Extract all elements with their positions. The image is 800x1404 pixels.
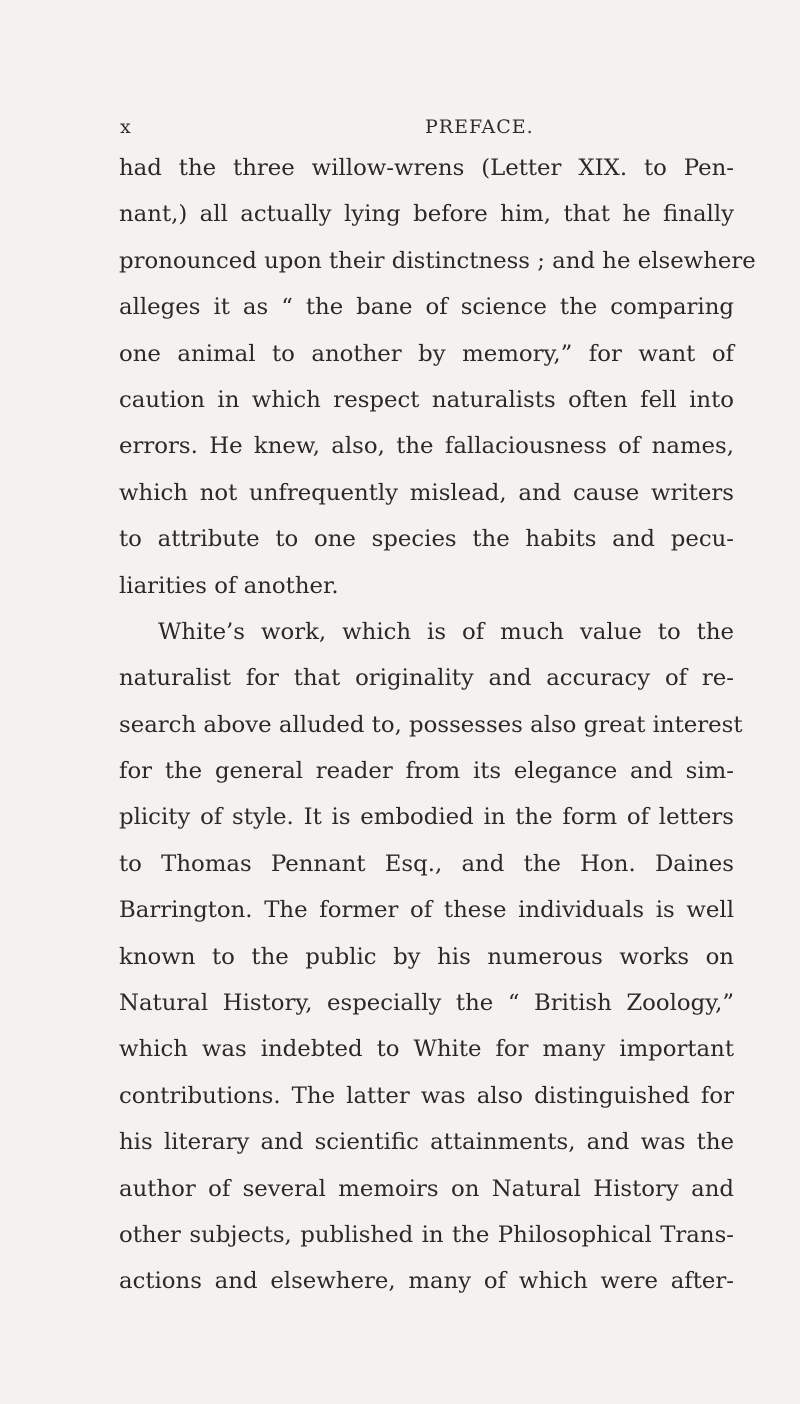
paragraph-start-line: White’s work, which is of much value to the	[158, 618, 734, 645]
paragraph-end-line: liarities of another.	[119, 572, 339, 599]
text-line: which not unfrequently mislead, and cause writers	[119, 479, 734, 506]
text-line: Barrington. The former of these individuals is well	[119, 897, 734, 924]
text-line: contributions. The latter was also distinguished for	[119, 1082, 734, 1109]
body-text	[119, 145, 756, 1305]
text-line: for the general reader from its elegance and sim-	[119, 758, 734, 785]
running-head	[120, 116, 730, 140]
text-line: to Thomas Pennant Esq., and the Hon. Daines	[119, 850, 734, 877]
text-line: his literary and scientific attainments, and was the	[119, 1129, 734, 1156]
text-line: other subjects, published in the Philosophical Trans-	[119, 1221, 734, 1248]
text-line: caution in which respect naturalists often fell into	[119, 386, 734, 413]
header-title: PREFACE.	[425, 116, 534, 138]
text-line: one animal to another by memory,” for want of	[119, 340, 734, 367]
text-line: to attribute to one species the habits and pecu-	[119, 526, 734, 553]
text-line: plicity of style. It is embodied in the form of letters	[119, 804, 734, 831]
text-line: known to the public by his numerous works on	[119, 943, 734, 970]
text-line: nant,) all actually lying before him, that he finally	[119, 201, 734, 228]
text-line: pronounced upon their distinctness ; and he elsewhere	[119, 247, 756, 274]
text-line: errors. He knew, also, the fallaciousness of names,	[119, 433, 734, 460]
text-line: Natural History, especially the “ British Zoology,”	[119, 990, 734, 1017]
text-line: author of several memoirs on Natural History and	[119, 1175, 734, 1202]
text-line: which was indebted to White for many important	[119, 1036, 734, 1063]
text-line: alleges it as “ the bane of science the comparing	[119, 294, 734, 321]
text-line: search above alluded to, possesses also great interest	[119, 711, 743, 738]
text-line: naturalist for that originality and accuracy of re-	[119, 665, 734, 692]
text-line: had the three willow-wrens (Letter XIX. to Pen-	[119, 155, 734, 181]
page-number: x	[120, 116, 133, 138]
text-line: actions and elsewhere, many of which were after-	[119, 1268, 734, 1295]
